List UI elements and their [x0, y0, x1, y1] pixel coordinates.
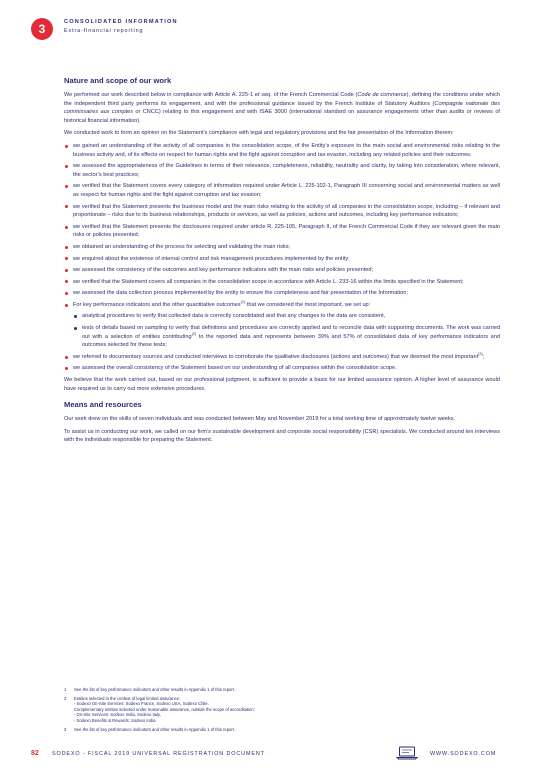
sub-list-item: analytical procedures to verify that collected data is correctly consolidated and that any changes to the data are consistent, — [73, 312, 500, 321]
text-run-italic: Compagnie nationale des commissaires aux comptes — [64, 100, 500, 116]
main-content — [64, 76, 500, 449]
footnote — [64, 696, 500, 724]
footnote-line: Entities selected in the context of legal limited assurance: — [74, 695, 181, 701]
footnote-line: - Sodexo On-Site Services: Sodexo France, Sodexo USA, Sodexo Chile. — [74, 701, 209, 707]
text-run: that we considered the most important, we set up: — [245, 301, 371, 308]
footnote-number: 3 — [64, 726, 67, 732]
footnote-ref-3: (3) — [478, 351, 483, 356]
header-title: CONSOLIDATED INFORMATION — [64, 19, 178, 25]
laptop-icon — [396, 746, 418, 760]
footnote — [64, 687, 500, 693]
document-title: SODEXO - FISCAL 2019 UNIVERSAL REGISTRATION DOCUMENT — [52, 751, 265, 757]
footnote-line: See the list of key performance indicators and other results in Appendix 1 of this report. — [74, 687, 236, 692]
paragraph-specialists: To assist us in conducting our work, we called on our firm’s sustainable development and corporate social responsibility (CSR) specialists. We conducted around ten interviews with the individuals responsible for preparing the Statement. — [64, 428, 500, 444]
list-item — [64, 353, 500, 362]
text-run: tests of details based on sampling to verify that definitions and procedures are correctly applied and to reconcile data with supporting documents. The work was carried out with a selection of entities contributing — [82, 325, 500, 340]
text-run: ; — [482, 353, 485, 360]
page-number: 82 — [31, 750, 39, 757]
footnote — [64, 727, 500, 733]
footnote-ref-2: (2) — [191, 331, 197, 336]
text-run: of the French Commercial Code ( — [271, 92, 358, 98]
footnote-number: 2 — [64, 695, 67, 701]
footnote-line: Complementary entities selected under reasonable assurance, outside the scope of accreditation: — [74, 706, 255, 712]
list-item: we assessed the consistency of the outcomes and key performance indicators with the main risks and policies presented; — [64, 266, 500, 275]
paragraph-team: Our work drew on the skills of seven individuals and was conducted between May and November 2019 for a total working time of approximately twelve weeks. — [64, 416, 456, 423]
procedures-list — [64, 142, 500, 373]
header-subtitle: Extra-financial reporting — [64, 28, 144, 34]
list-item: we assessed the data collection process implemented by the entity to ensure the completeness and fair presentation of the Information; — [64, 289, 500, 298]
section-heading-nature-scope: Nature and scope of our work — [64, 76, 172, 85]
kpi-sublist — [73, 312, 500, 349]
chapter-badge: 3 — [31, 18, 53, 40]
paragraph-opinion-intro: We conducted work to form an opinion on the Statement’s compliance with legal and regulatory provisions and the fair presentation of the Information therein: — [64, 130, 454, 137]
text-run: For key performance indicators and the other quantitative outcomes — [73, 301, 241, 308]
list-item: we verified that the Statement presents the business model and the main risks relating to the activity of all companies in the consolidation scope, including – if relevant and proportionate – risks due to its business relationships, products or services, as well as policies, actions and outcomes, including key performance indicators; — [64, 203, 500, 220]
text-run: We performed our work described below in compliance with Article A. 225-1 — [64, 92, 255, 98]
list-item: we assessed the appropriateness of the Guidelines in terms of their relevance, completeness, reliability, neutrality and clarity, by taking into consideration, where relevant, the sector’s best practices; — [64, 162, 500, 179]
text-run-italic: Code de commerce — [357, 92, 407, 98]
footnote-line: See the list of key performance indicators and other results in Appendix 1 of this report. — [74, 726, 236, 732]
list-item: we verified that the Statement presents the disclosures required under article R. 225-105, Paragraph II, of the French Commercial Code if they are relevant given the main risks or policies presented; — [64, 223, 500, 240]
footnote-number: 1 — [64, 687, 67, 692]
website-link[interactable]: WWW.SODEXO.COM — [430, 751, 497, 757]
sub-list-item — [73, 324, 500, 350]
footnote-line: - Sodexo Benefits & Rewards: Sodexo India. — [74, 717, 157, 723]
list-item: we verified that the Statement covers all companies in the consolidation scope in accordance with Article L. 233-16 within the limits specified in the Statement; — [64, 278, 500, 287]
footnote-ref-1: (1) — [240, 300, 246, 305]
text-run: we referred to documentary sources and conducted interviews to corroborate the qualitative disclosures (actions and outcomes) that we deemed the most important — [73, 353, 479, 360]
paragraph-compliance — [64, 91, 500, 125]
paragraph-conclusion: We believe that the work carried out, based on our professional judgment, is sufficient to provide a basis for our limited assurance opinion. A higher level of assurance would have required us to carry out more extensive procedures. — [64, 377, 500, 392]
footnotes — [64, 687, 500, 735]
list-item: we assessed the overall consistency of the Statement based on our understanding of all companies within the consolidation scope. — [64, 364, 500, 373]
section-heading-means-resources: Means and resources — [64, 400, 142, 410]
list-item: we verified that the Statement covers every category of information required under Article L. 225-102-1, Paragraph III concerning social and environmental matters as well as respect for human rights and the fight against corruption and tax evasion; — [64, 182, 500, 199]
footnote-line: - On-Site Services: Sodexo India, Sodexo Italy, — [74, 712, 161, 718]
list-item: we enquired about the existence of internal control and risk management procedures implemented by the entity; — [64, 255, 500, 264]
text-run: to the reported data and represents between 39% and 57% of consolidated data of key performance indicators and outcomes selected for these tests; — [82, 333, 501, 349]
list-item: we gained an understanding of the activity of all companies in the consolidation scope, of the Entity’s exposure to the main social and environmental risks relating to the business activity and, of its effects on respect for human rights and the fight against corruption and tax evasion, including any related policies and their outcomes; — [64, 142, 500, 159]
list-item-kpi — [64, 301, 500, 350]
list-item: we obtained an understanding of the process for selecting and validating the main risks; — [64, 243, 500, 252]
text-run-italic: et seq. — [254, 92, 272, 98]
text-run: ), defining the conditions under which the independent third party performs its engagement, and with the professional guidance issued by the French Institute of Statutory Auditors ( — [64, 92, 501, 107]
text-run: or CNCC) relating to this engagement and with ISAE 3000 (international standard on assurance engagements other than audits or reviews of historical financial information). — [64, 109, 500, 124]
